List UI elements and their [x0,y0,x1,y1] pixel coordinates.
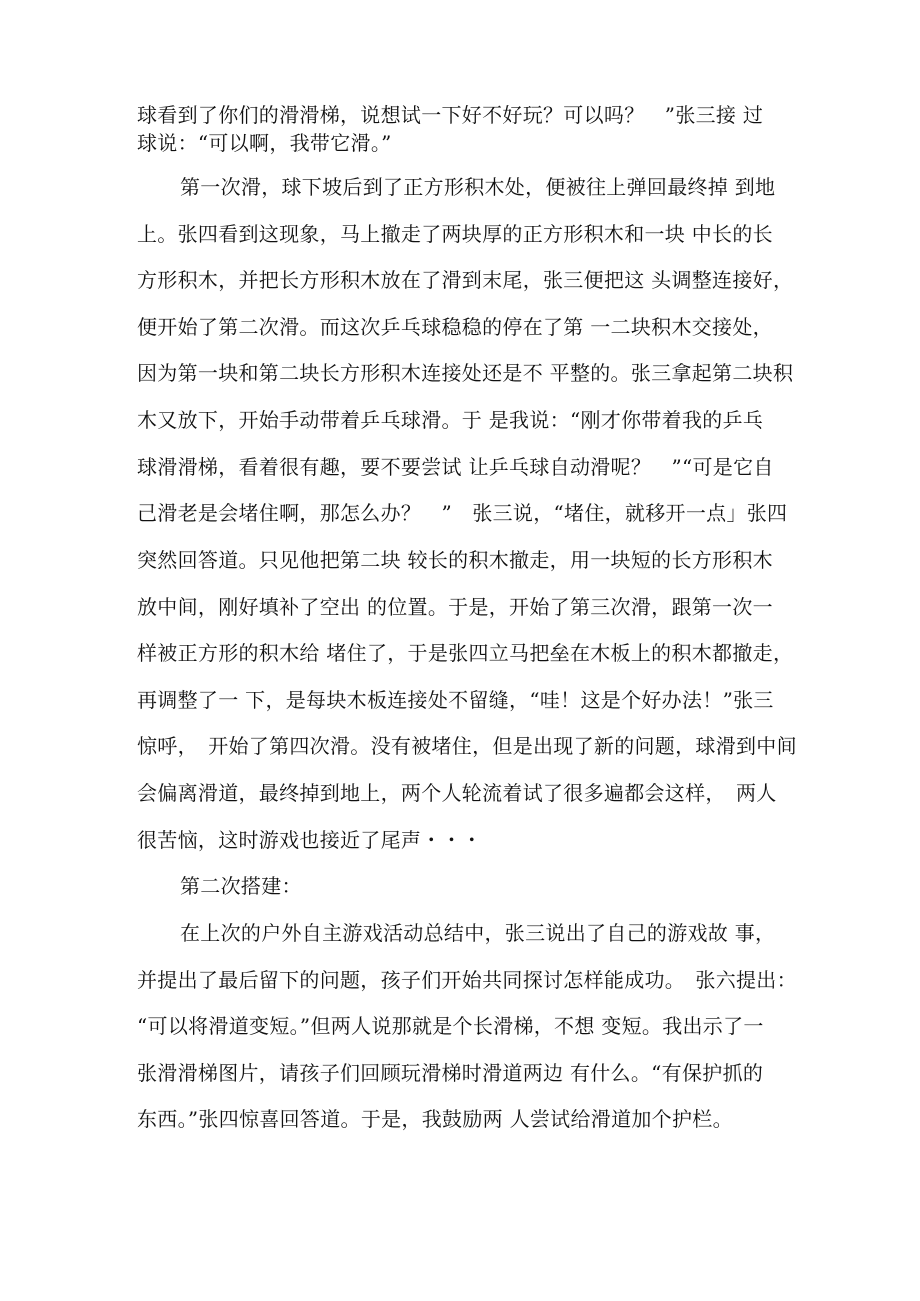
paragraph-start: 在上次的户外自主游戏活动总结中，张三说出了自己的游戏故 事， [180,921,776,945]
text-line: 己滑老是会堵住啊，那怎么办？ ” 张三说，“堵住，就移开一点」张四 [137,501,788,525]
text-line: 很苦恼，这时游戏也接近了尾声・・・ [137,828,483,852]
paragraph-start: 第一次滑，球下坡后到了正方形积木处，便被往上弹回最终掉 到地 [180,175,776,199]
text-line: 惊呼， 开始了第四次滑。没有被堵住，但是出现了新的问题，球滑到中间 [137,734,797,758]
text-line: 木又放下，开始手动带着乒乓球滑。于 是我说：“刚才你带着我的乒乓 [137,408,764,432]
text-line: 因为第一块和第二块长方形积木连接处还是不 平整的。张三拿起第二块积 [137,361,794,385]
text-line: 并提出了最后留下的问题，孩子们开始共同探讨怎样能成功。 张六提出： [137,968,797,992]
text-line: 再调整了一 下，是每块木板连接处不留缝，“哇！这是个好办法！”张三 [137,688,774,712]
text-line: 方形积木，并把长方形积木放在了滑到末尾，张三便把这 头调整连接好， [137,268,794,292]
section-heading: 第二次搭建： [180,874,302,898]
text-line: 上。张四看到这现象，马上撤走了两块厚的正方形积木和一块 中长的长 [137,222,773,246]
text-line: 球看到了你们的滑滑梯，说想试一下好不好玩？可以吗？ ”张三接 过 [137,103,764,127]
text-line: 东西。”张四惊喜回答道。于是，我鼓励两 人尝试给滑道加个护栏。 [137,1107,733,1131]
text-line: 球滑滑梯，看着很有趣，要不要尝试 让乒乓球自动滑呢？ ”“可是它自 [137,455,774,479]
text-line: 放中间，刚好填补了空出 的位置。于是，开始了第三次滑，跟第一次一 [137,595,773,619]
text-line: 便开始了第二次滑。而这次乒乓球稳稳的停在了第 一二块积木交接处， [137,315,773,339]
text-line: 样被正方形的积木给 堵住了，于是张四立马把垒在木板上的积木都撤走， [137,641,794,665]
text-line: 球说：“可以啊，我带它滑。” [137,131,392,155]
text-line: 突然回答道。只见他把第二块 较长的积木撤走，用一块短的长方形积木 [137,548,773,572]
text-line: 会偏离滑道，最终掉到地上，两个人轮流着试了很多遍都会这样， 两人 [137,781,777,805]
text-line: 张滑滑梯图片，请孩子们回顾玩滑梯时滑道两边 有什么。“有保护抓的 [137,1061,764,1085]
text-line: “可以将滑道变短。”但两人说那就是个长滑梯，不想 变短。我出示了一 [137,1014,764,1038]
